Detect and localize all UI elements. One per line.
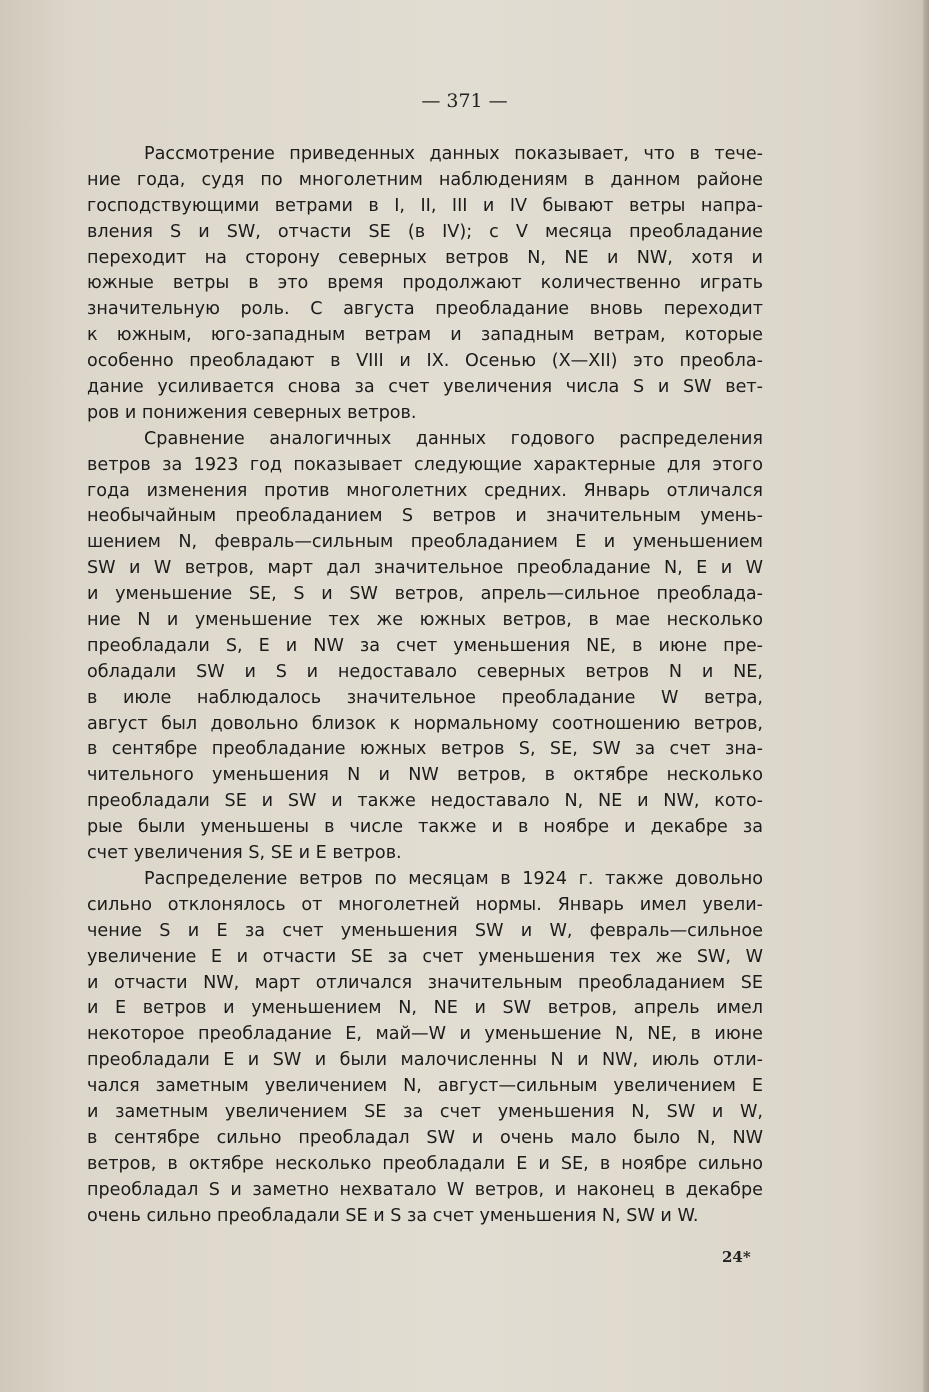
text-line: сильно отклонялось от многолетней нормы. Январь имел увели- [87, 894, 763, 915]
printer-signature-mark: 24* [722, 1248, 751, 1266]
text-line: Распределение ветров по месяцам в 1924 г. также довольно [144, 868, 763, 889]
text-line: и уменьшение SE, S и SW ветров, апрель—сильное преоблада- [87, 584, 763, 605]
page-number: — 371 — [421, 90, 508, 112]
text-line: и заметным увеличением SE за счет уменьшения N, SW и W, [87, 1101, 763, 1122]
text-line: южные ветры в это время продолжают количественно играть [87, 273, 763, 294]
text-line: в сентябре преобладание южных ветров S, SE, SW за счет зна- [87, 739, 763, 760]
text-line: года изменения против многолетних средних. Январь отличался [87, 480, 763, 501]
text-line: ние года, судя по многолетним наблюдениям в данном районе [87, 169, 763, 190]
text-line: вления S и SW, отчасти SE (в IV); с V месяца преобладание [87, 221, 763, 242]
text-line: ветров, в октябре несколько преобладали E и SE, в ноябре сильно [87, 1153, 763, 1174]
text-line: особенно преобладают в VIII и IX. Осенью (X—XII) это преобла- [87, 351, 763, 372]
text-line: в июле наблюдалось значительное преобладание W ветра, [87, 687, 763, 708]
text-line: август был довольно близок к нормальному соотношению ветров, [87, 713, 763, 734]
text-line: ние N и уменьшение тех же южных ветров, в мае несколько [87, 610, 763, 631]
text-line: преобладали S, E и NW за счет уменьшения NE, в июне пре- [87, 635, 763, 656]
text-line: и E ветров и уменьшением N, NE и SW ветров, апрель имел [87, 998, 763, 1019]
text-line: обладали SW и S и недоставало северных ветров N и NE, [87, 661, 763, 682]
text-line: счет увеличения S, SE и E ветров. [87, 843, 402, 864]
text-line: ветров за 1923 год показывает следующие характерные для этого [87, 454, 763, 475]
text-line: и отчасти NW, март отличался значительным преобладанием SE [87, 972, 763, 993]
text-line: шением N, февраль—сильным преобладанием E и уменьшением [87, 532, 763, 553]
text-line: переходит на сторону северных ветров N, NE и NW, хотя и [87, 247, 763, 268]
text-line: увеличение E и отчасти SE за счет уменьшения тех же SW, W [87, 946, 763, 967]
text-line: необычайным преобладанием S ветров и значительным умень- [87, 506, 763, 527]
page-edge-shadow [923, 0, 929, 1392]
text-line: в сентябре сильно преобладал SW и очень мало было N, NW [87, 1127, 763, 1148]
text-line: дание усиливается снова за счет увеличения числа S и SW вет- [87, 377, 763, 398]
text-line: ров и понижения северных ветров. [87, 402, 417, 423]
text-line: чение S и E за счет уменьшения SW и W, февраль—сильное [87, 920, 763, 941]
text-line: Сравнение аналогичных данных годового распределения [144, 428, 763, 449]
text-line: господствующими ветрами в I, II, III и IV бывают ветры напра- [87, 195, 763, 216]
text-line: чался заметным увеличением N, август—сильным увеличением E [87, 1076, 763, 1097]
text-line: к южным, юго-западным ветрам и западным ветрам, которые [87, 325, 763, 346]
text-line: рые были уменьшены в числе также и в ноябре и декабре за [87, 817, 763, 838]
paragraph [87, 867, 763, 1229]
text-line: преобладал S и заметно нехватало W ветров, и наконец в декабре [87, 1179, 763, 1200]
text-line: SW и W ветров, март дал значительное преобладание N, E и W [87, 558, 763, 579]
text-line: очень сильно преобладали SE и S за счет уменьшения N, SW и W. [87, 1205, 699, 1226]
paragraph [87, 427, 763, 867]
text-line: значительную роль. С августа преобладание вновь переходит [87, 299, 763, 320]
text-line: преобладали SE и SW и также недоставало N, NE и NW, кото- [87, 791, 763, 812]
text-line: Рассмотрение приведенных данных показывает, что в тече- [144, 144, 763, 164]
text-line: чительного уменьшения N и NW ветров, в октябре несколько [87, 765, 763, 786]
text-line: преобладали E и SW и были малочисленны N и NW, июль отли- [87, 1050, 763, 1071]
body-text [87, 142, 763, 1229]
paragraph [87, 142, 763, 427]
text-line: некоторое преобладание E, май—W и уменьшение N, NE, в июне [87, 1024, 763, 1045]
